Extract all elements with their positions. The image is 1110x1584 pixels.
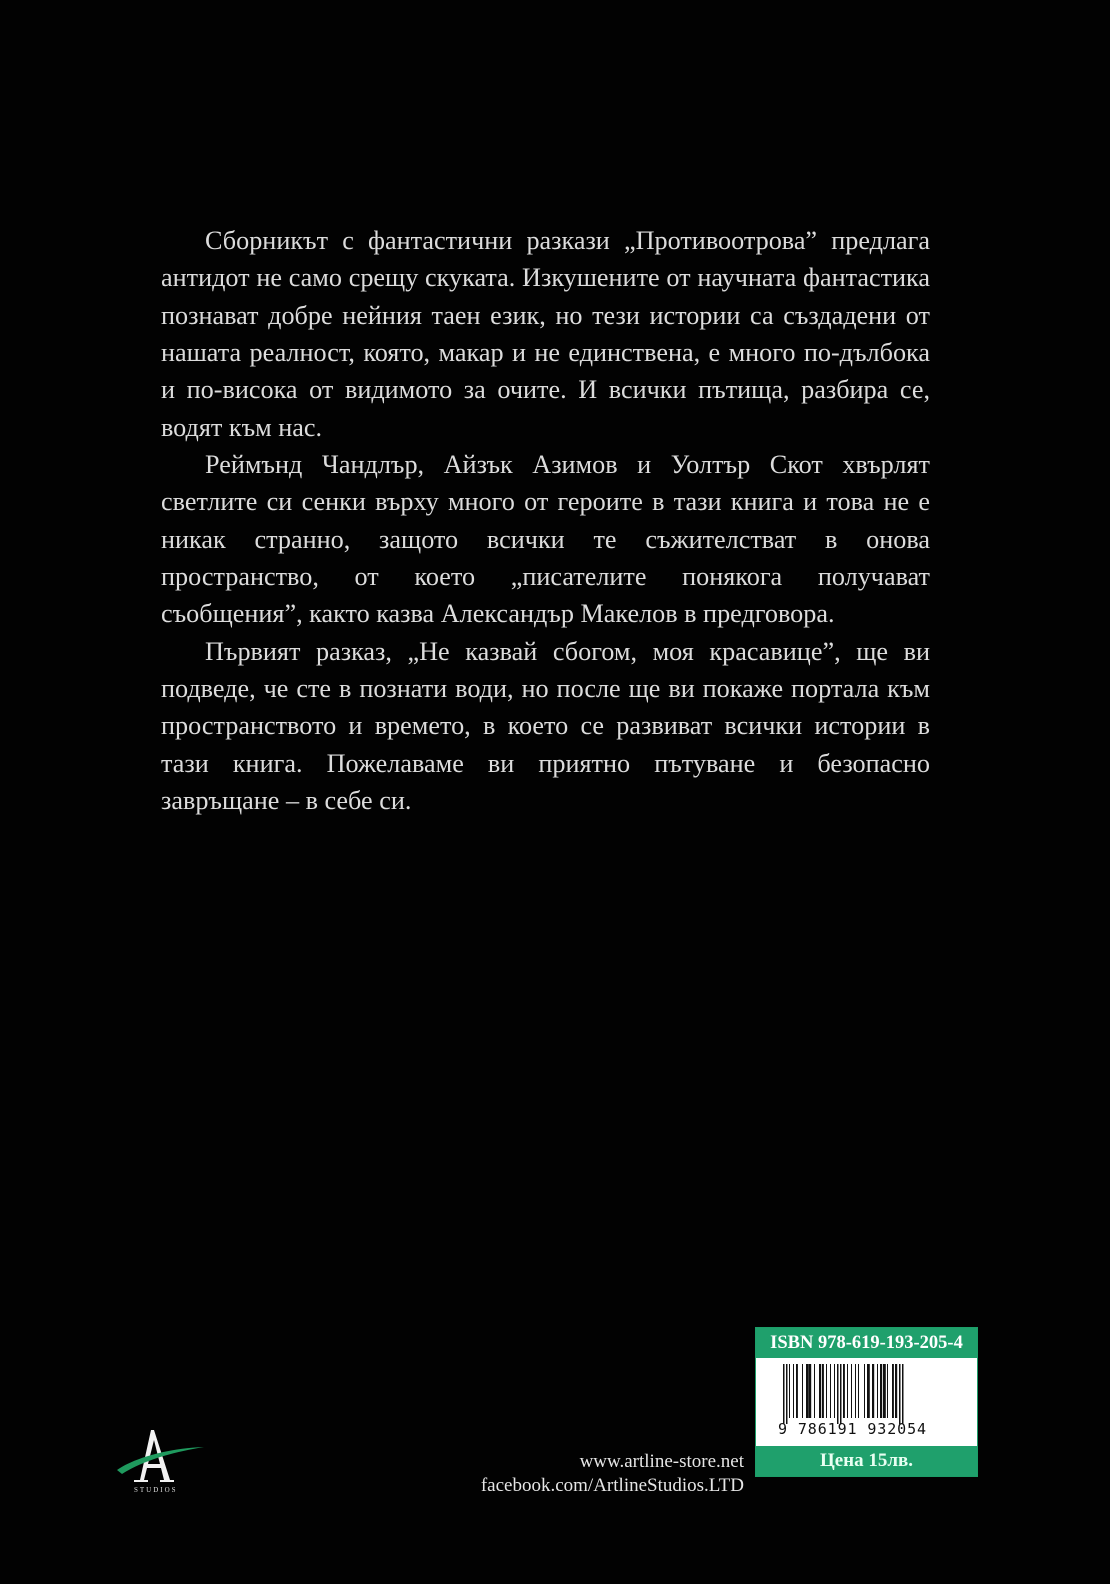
back-cover-blurb <box>161 222 930 820</box>
barcode-bar <box>843 1364 845 1418</box>
barcode-bar <box>899 1364 901 1424</box>
barcode-bar <box>830 1364 831 1418</box>
barcode-bar <box>786 1364 788 1424</box>
barcode-bar <box>796 1364 798 1418</box>
barcode-bar <box>806 1364 809 1418</box>
price-label: Цена 15лв. <box>756 1446 977 1476</box>
blurb-paragraph: Реймънд Чандлър, Айзък Азимов и Уолтър Скот хвърлят светлите си сенки върху много от героите в тази книга и това не е никак странно, защото всички те съжителстват в онова пространство, от което „писателите понякога получават съобщения”, както казва Александър Макелов в предговора. <box>161 450 930 629</box>
facebook-link[interactable]: facebook.com/ArtlineStudios.LTD <box>480 1475 744 1496</box>
barcode-bar <box>895 1364 897 1418</box>
barcode-bar <box>887 1364 888 1418</box>
barcode <box>781 1364 956 1424</box>
barcode-bar <box>789 1364 790 1418</box>
isbn-barcode-box <box>755 1327 978 1477</box>
barcode-bar <box>867 1364 870 1418</box>
barcode-bar <box>847 1364 848 1418</box>
logo-text: STUDIOS <box>134 1486 178 1494</box>
barcode-bar <box>880 1364 882 1418</box>
barcode-bar <box>837 1364 839 1424</box>
barcode-bar <box>872 1364 874 1418</box>
barcode-bar <box>855 1364 856 1418</box>
barcode-bar <box>834 1364 835 1418</box>
publisher-links <box>481 1450 744 1498</box>
barcode-bar <box>858 1364 859 1418</box>
barcode-bar <box>892 1364 894 1418</box>
barcode-bar <box>793 1364 794 1418</box>
barcode-bar <box>864 1364 865 1418</box>
barcode-bar <box>822 1364 824 1418</box>
barcode-bar <box>840 1364 842 1424</box>
barcode-bar <box>826 1364 827 1418</box>
barcode-bar <box>902 1364 904 1424</box>
barcode-bar <box>883 1364 886 1418</box>
website-link[interactable]: www.artline-store.net <box>579 1451 744 1472</box>
isbn-label: ISBN 978-619-193-205-4 <box>756 1328 977 1358</box>
barcode-bar <box>819 1364 821 1418</box>
barcode-bar <box>809 1364 811 1418</box>
blurb-paragraph: Сборникът с фантастични разкази „Противоотрова” предлага антидот не само срещу скуката. Изкушените от научната фантастика познават добре нейния таен език, но тези истории са създадени от нашата реалност, която, макар и не единствена, е много по-дълбока и по-висока от видимото за очите. И всички пътища, разбира се, водят към нас. <box>161 226 930 442</box>
artline-studios-logo <box>114 1430 209 1495</box>
barcode-digits: 9 786191 932054 <box>778 1420 927 1438</box>
blurb-paragraph: Първият разказ, „Не казвай сбогом, моя красавице”, ще ви подведе, че сте в познати води, но после ще ви покаже портала към пространството и времето, в което се развиват всички истории в тази книга. Пожелаваме ви приятно пътуване и безопасно завръщане – в себе си. <box>161 636 930 816</box>
barcode-bar <box>877 1364 878 1418</box>
barcode-bar <box>802 1364 803 1418</box>
barcode-bar <box>783 1364 785 1424</box>
barcode-bar <box>851 1364 852 1418</box>
barcode-bar <box>814 1364 815 1418</box>
